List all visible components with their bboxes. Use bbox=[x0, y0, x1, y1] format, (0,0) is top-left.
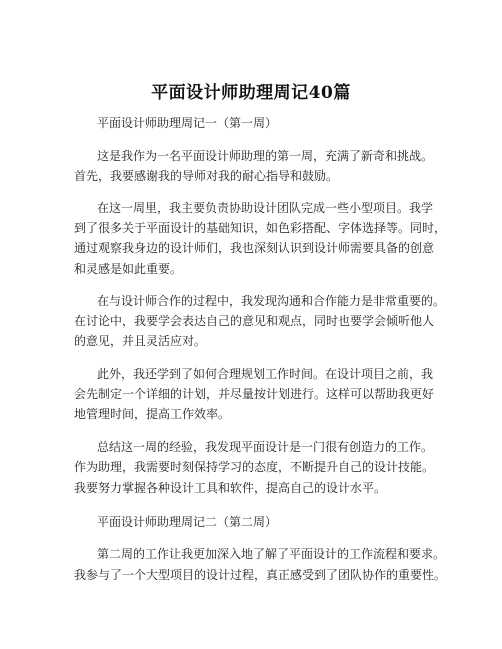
document-title: 平面设计师助理周记40篇 bbox=[151, 83, 351, 103]
paragraph-line: 我要努力掌握各种设计工具和软件，提高自己的设计水平。 bbox=[74, 481, 387, 495]
paragraph-line: 的意见，并且灵活应对。 bbox=[74, 334, 207, 348]
paragraph-line: 在这一周里，我主要负责协助设计团队完成一些小型项目。我学 bbox=[97, 201, 434, 215]
section-heading-week-1: 平面设计师助理周记一（第一周） bbox=[97, 116, 278, 130]
paragraph-line: 和灵感是如此重要。 bbox=[74, 262, 183, 276]
paragraph-line: 作为助理，我需要时刻保持学习的态度，不断提升自己的设计技能。 bbox=[74, 460, 435, 474]
paragraph-line: 通过观察我身边的设计师们，我也深刻认识到设计师需要具备的创意 bbox=[74, 241, 435, 255]
paragraph-line: 在讨论中，我要学会表达自己的意见和观点，同时也要学会倾听他人 bbox=[74, 314, 435, 328]
paragraph-line: 地管理时间，提高工作效率。 bbox=[74, 407, 231, 421]
paragraph-line: 会先制定一个详细的计划，并尽量按计划进行。这样可以帮助我更好 bbox=[74, 387, 435, 401]
paragraph-line: 这是我作为一名平面设计师助理的第一周，充满了新奇和挑战。 bbox=[97, 149, 434, 163]
paragraph-line: 我参与了一个大型项目的设计过程，真正感受到了团队协作的重要性。 bbox=[74, 568, 447, 582]
paragraph-line: 到了很多关于平面设计的基础知识，如色彩搭配、字体选择等。同时， bbox=[74, 221, 447, 235]
paragraph-line: 总结这一周的经验，我发现平面设计是一门很有创造力的工作。 bbox=[97, 440, 434, 454]
paragraph-line: 第二周的工作让我更加深入地了解了平面设计的工作流程和要求。 bbox=[97, 547, 446, 561]
section-heading-week-2: 平面设计师助理周记二（第二周） bbox=[97, 515, 278, 529]
paragraph-line: 此外，我还学到了如何合理规划工作时间。在设计项目之前，我 bbox=[97, 367, 434, 381]
paragraph-line: 在与设计师合作的过程中，我发现沟通和合作能力是非常重要的。 bbox=[97, 294, 446, 308]
paragraph-line: 首先，我要感谢我的导师对我的耐心指导和鼓励。 bbox=[74, 169, 339, 183]
